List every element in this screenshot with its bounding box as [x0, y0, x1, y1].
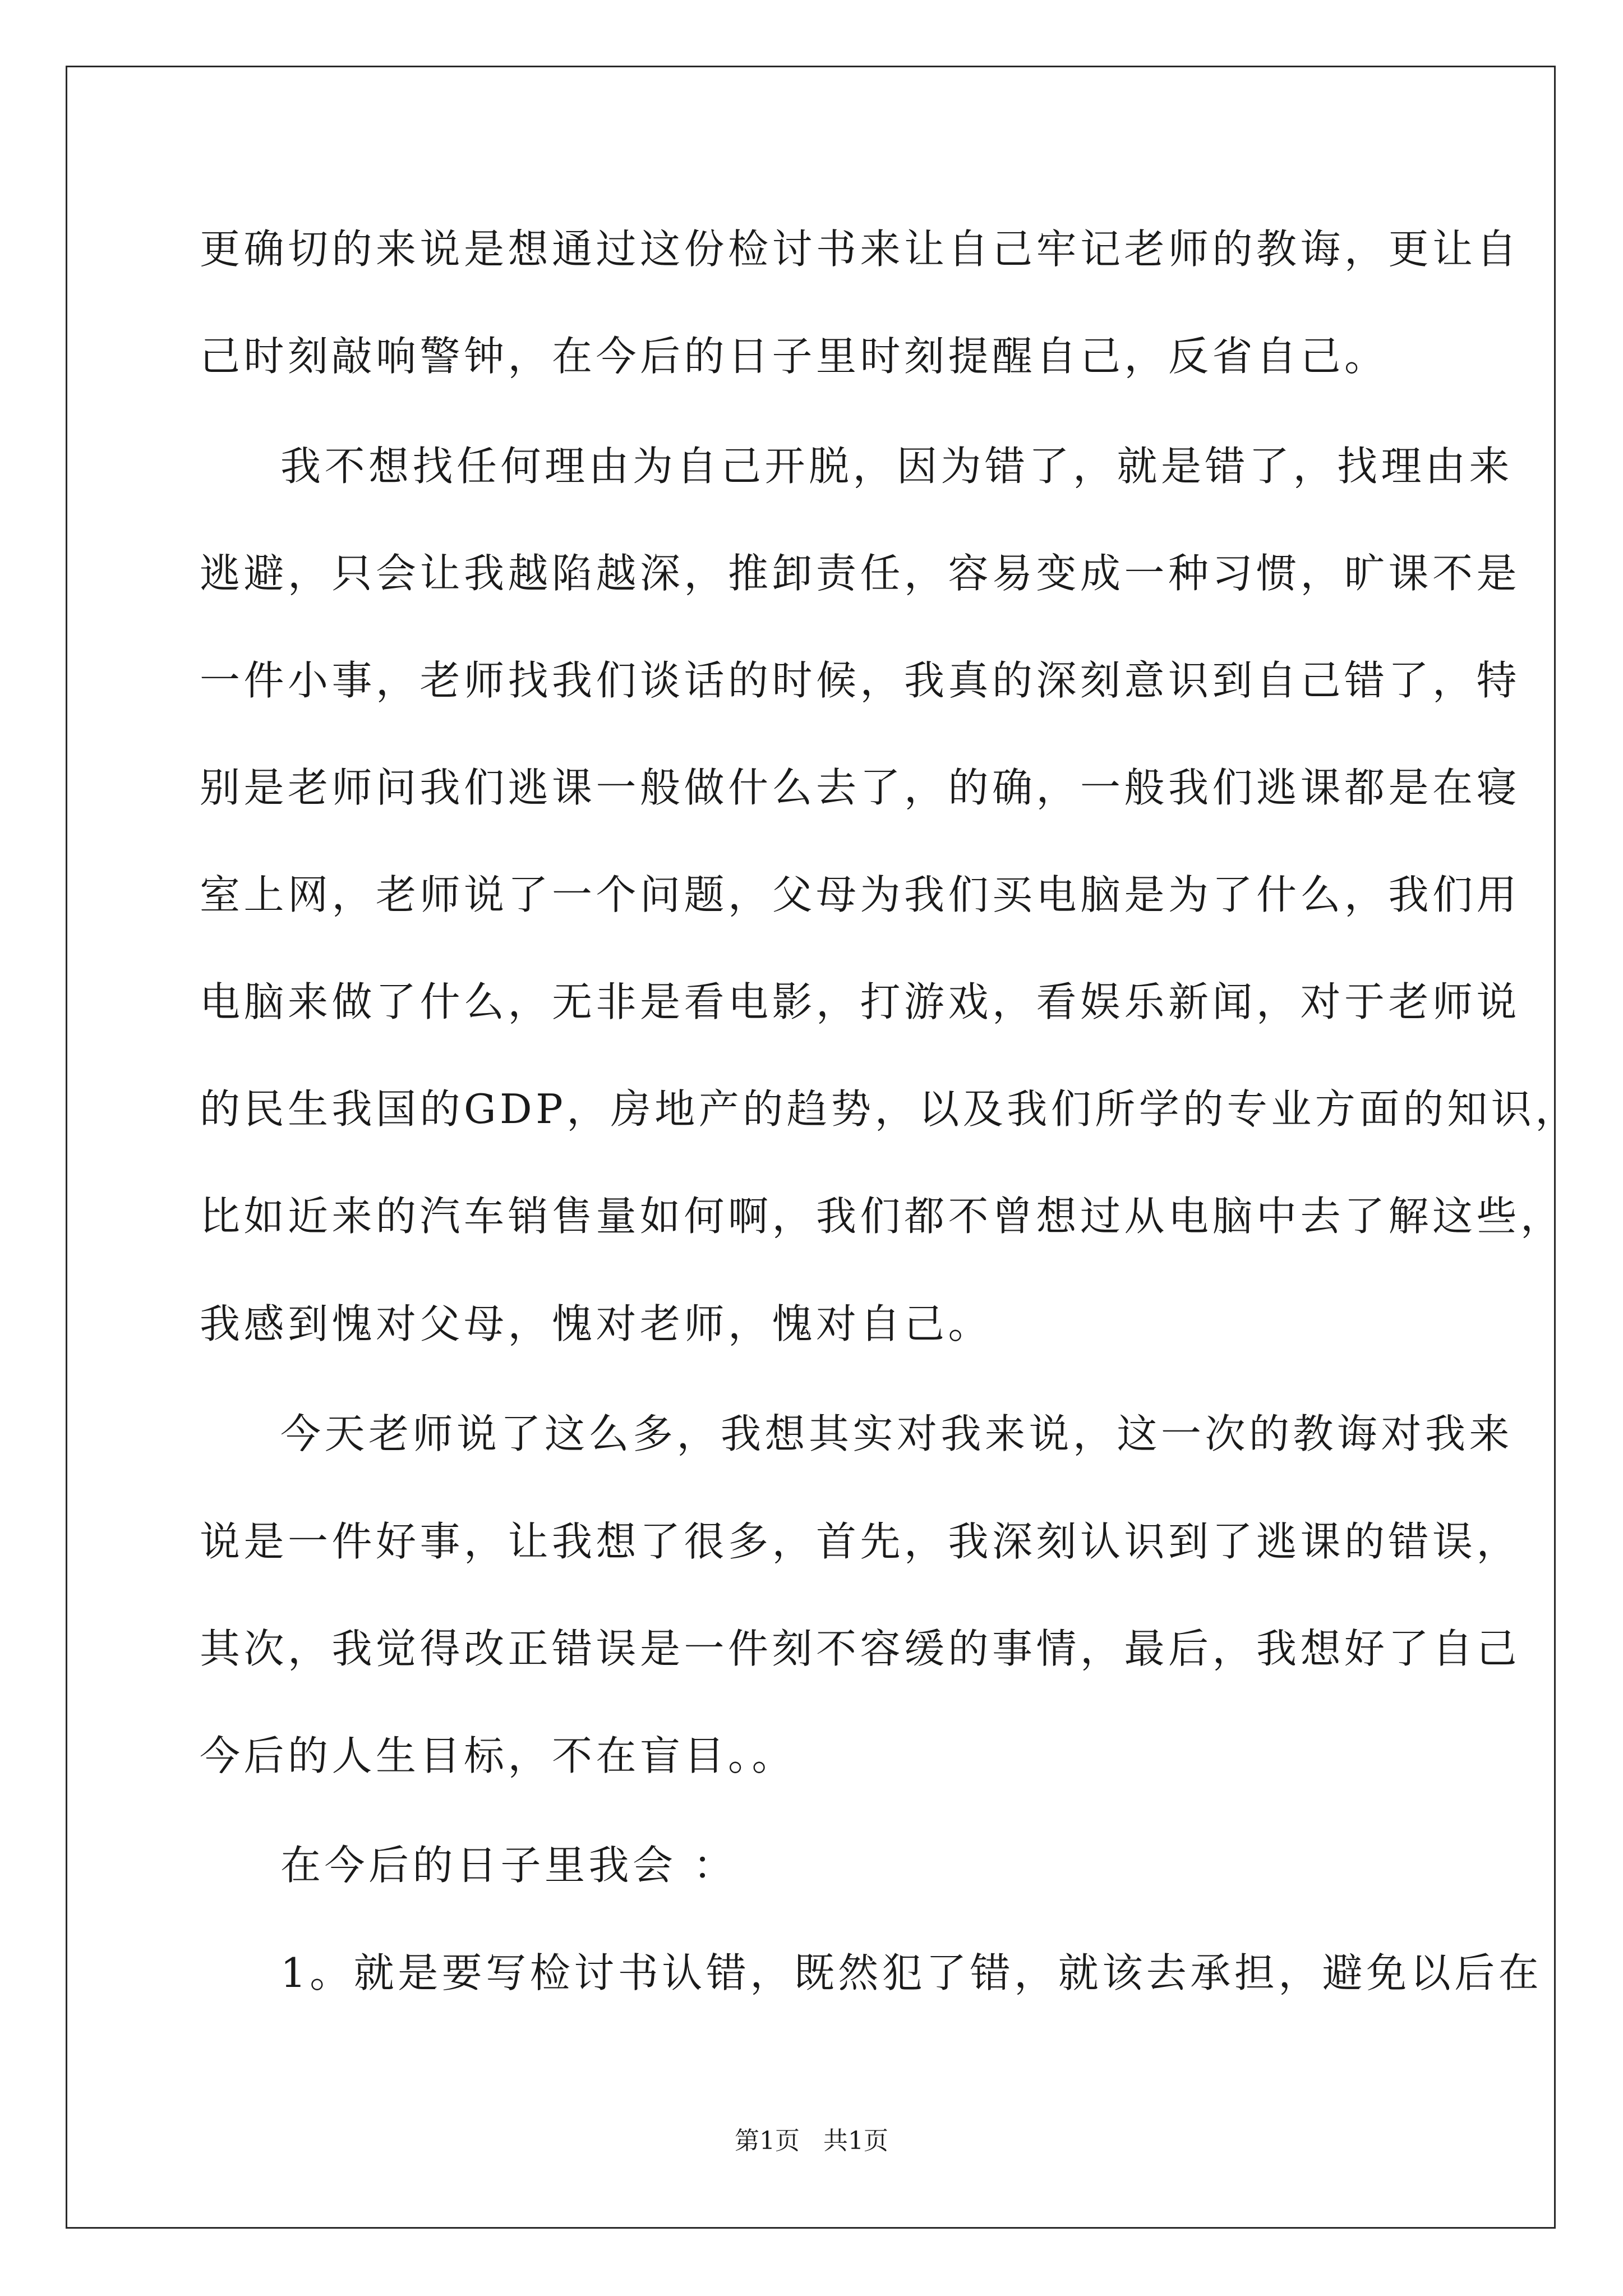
paragraph-2-line-3: 一件小事，老师找我们谈话的时候，我真的深刻意识到自己错了，特 — [200, 657, 1521, 704]
paragraph-2-line-4: 别是老师问我们逃课一般做什么去了，的确，一般我们逃课都是在寝 — [200, 764, 1521, 811]
paragraph-3-line-1: 今天老师说了这么多，我想其实对我来说，这一次的教诲对我来 — [280, 1410, 1514, 1457]
paragraph-2-line-1: 我不想找任何理由为自己开脱，因为错了，就是错了，找理由来 — [280, 443, 1514, 490]
paragraph-2-line-5: 室上网，老师说了一个问题，父母为我们买电脑是为了什么，我们用 — [200, 871, 1521, 918]
page-border — [66, 66, 1579, 2229]
paragraph-3-line-3: 其次，我觉得改正错误是一件刻不容缓的事情，最后，我想好了自己 — [200, 1625, 1521, 1672]
page-number-footer: 第1页 共1页 — [735, 2127, 888, 2155]
paragraph-5-line-1: 1。就是要写检讨书认错，既然犯了错，就该去承担，避免以后在 — [280, 1949, 1543, 1996]
paragraph-2-line-6: 电脑来做了什么，无非是看电影，打游戏，看娱乐新闻，对于老师说 — [200, 978, 1521, 1025]
paragraph-1-line-1: 更确切的来说是想通过这份检讨书来让自己牢记老师的教诲，更让自 — [200, 226, 1521, 273]
paragraph-2-line-8: 比如近来的汽车销售量如何啊，我们都不曾想过从电脑中去了解这些， — [200, 1193, 1565, 1240]
paragraph-1-line-2: 己时刻敲响警钟，在今后的日子里时刻提醒自己，反省自己。 — [200, 333, 1389, 380]
paragraph-2-line-7: 的民生我国的GDP，房地产的趋势，以及我们所学的专业方面的知识， — [200, 1085, 1579, 1133]
paragraph-3-line-4: 今后的人生目标，不在盲目。。 — [200, 1732, 796, 1779]
paragraph-3-line-2: 说是一件好事，让我想了很多，首先，我深刻认识到了逃课的错误， — [200, 1518, 1521, 1565]
paragraph-2-line-9: 我感到愧对父母，愧对老师，愧对自己。 — [200, 1300, 993, 1347]
paragraph-2-line-2: 逃避，只会让我越陷越深，推卸责任，容易变成一种习惯，旷课不是 — [200, 550, 1521, 597]
paragraph-4-line-1: 在今后的日子里我会 ： — [280, 1842, 737, 1889]
